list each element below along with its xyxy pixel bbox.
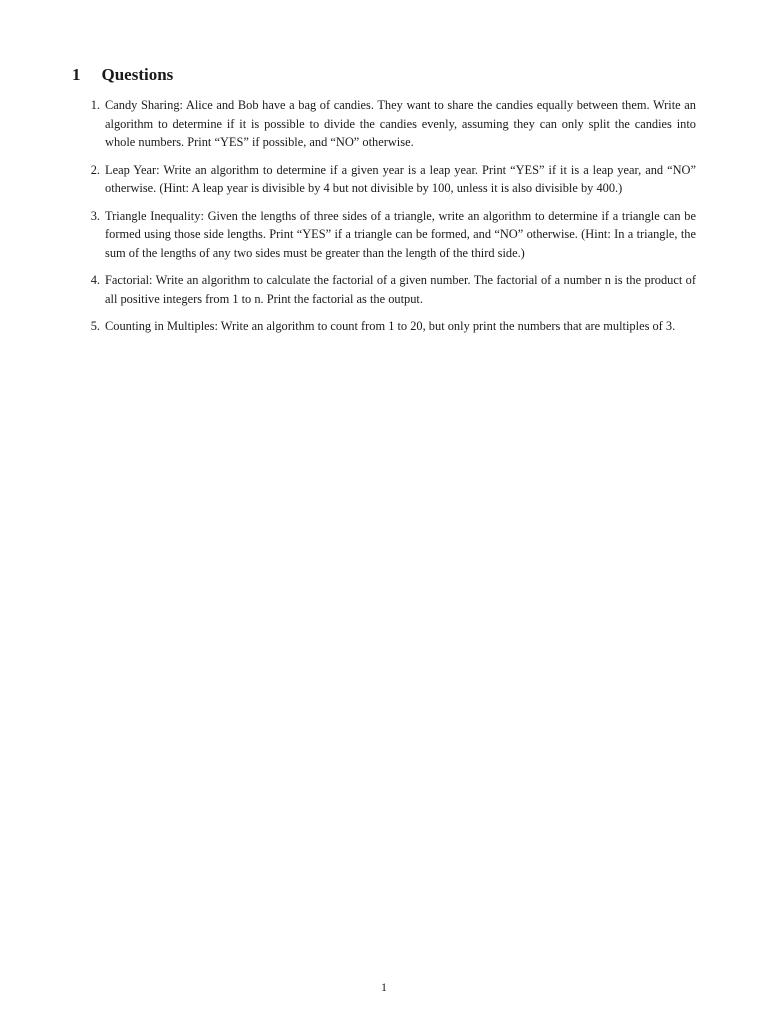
question-number [72,317,105,336]
question-number-label: 2. [90,162,100,177]
question-text: Counting in Multiples: Write an algorithm to count from 1 to 20, but only print the numbers that are multiples of 3. [105,319,676,333]
question-text: Factorial: Write an algorithm to calculate the factorial of a given number. The factorial of a number n is the product of all positive integers from 1 to n. Print the factorial as the output. [105,273,696,306]
question-list [72,96,696,345]
question-item [72,96,696,152]
question-number-label: 1. [90,98,100,112]
question-number-label: 4. [90,273,100,287]
question-number [72,271,105,308]
section-heading [72,64,173,86]
question-item [72,207,696,263]
question-item [72,271,696,308]
question-text: Candy Sharing: Alice and Bob have a bag of candies. They want to share the candies equally between them. Write an algorithm to determine if it is possible to divide the candies evenly, assuming they can only split the candies into whole numbers. Print “YES” if possible, and “NO” otherwise. [105,98,696,149]
question-number [72,96,105,152]
question-text: Triangle Inequality: Given the lengths of three sides of a triangle, write an algorithm to determine if a triangle can be formed using those side lengths. Print “YES” if a triangle can be formed, and “NO” otherwise. (Hint: In a triangle, the sum of the lengths of any two sides must be greater than the length of the third side.) [105,208,696,260]
section-title: Questions [101,65,174,84]
question-item [72,161,696,198]
question-number-label: 5. [90,319,100,333]
question-item [72,317,696,336]
question-number-label: 3. [90,208,100,223]
question-text: Leap Year: Write an algorithm to determine if a given year is a leap year. Print “YES” if it is a leap year, and “NO” otherwise. (Hint: A leap year is divisible by 4 but not divisible by 100, unless it is also divisible by 400.) [105,162,696,195]
page-number: 1 [381,980,387,994]
question-number [72,207,105,263]
section-number: 1 [72,65,81,84]
question-number [72,161,105,198]
